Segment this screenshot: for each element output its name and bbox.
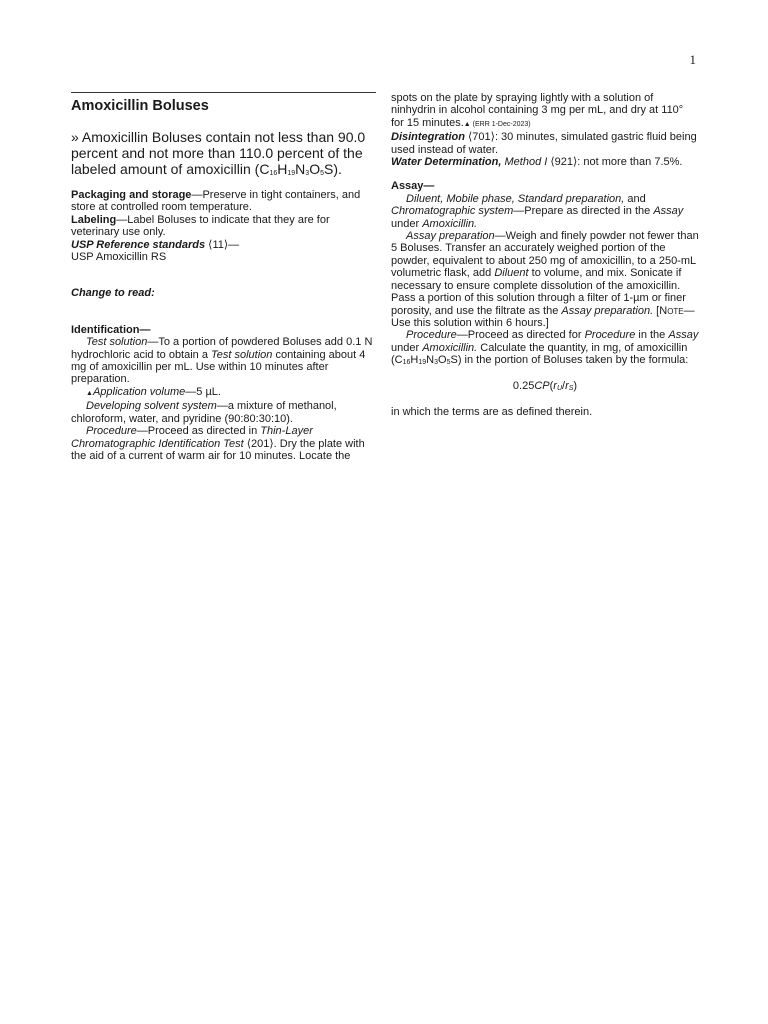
monograph-title: Amoxicillin Boluses: [71, 92, 376, 117]
labeling-paragraph: Labeling—Label Boluses to indicate that they are for veterinary use only.: [71, 213, 330, 239]
usp-ref-item: USP Amoxicillin RS: [71, 251, 167, 264]
intro-paragraph: » Amoxicillin Boluses contain not less than 90.0 percent and not more than 110.0 percent of the labeled amount of amoxicillin $(C_{16}H_{19}N_3O_5S)$.: [71, 129, 366, 177]
packaging-paragraph: Packaging and storage—Preserve in tight containers, and store at controlled room temperature.: [71, 189, 361, 214]
page-number: 1: [689, 52, 696, 67]
developing-solvent-paragraph: Developing solvent system—a mixture of methanol, chloroform, water, and pyridine (90:80:30:10).: [71, 400, 337, 425]
assay-diluent-paragraph: Diluent, Mobile phase, Standard preparation, and Chromatographic system—Prepare as directed in the Assay under Amoxicillin.: [391, 192, 684, 230]
assay-procedure-paragraph: Procedure—Proceed as directed for Procedure in the Assay under Amoxicillin. Calculate the quantity, in mg, of amoxicillin $(C_{16}H_{19}N_3O_5S)$ in the portion of Boluses taken by the formula:: [391, 329, 699, 367]
assay-formula: $0.25CP(r_U/r_S)$: [512, 379, 578, 392]
disintegration-paragraph: Disintegration ⟨701⟩: 30 minutes, simulated gastric fluid being used instead of water.: [391, 131, 697, 156]
water-paragraph: Water Determination, Method I ⟨921⟩: not more than 7.5%.: [391, 156, 683, 169]
identification-continuation: spots on the plate by spraying lightly with a solution of ninhydrin in alcohol containing 3 mg per mL, and dry at 110° for 15 minutes.▲ (ERR 1-Dec-2023): [391, 92, 684, 129]
identification-procedure-paragraph: Procedure—Proceed as directed in Thin-Layer Chromatographic Identification Test ⟨201⟩. Dry the plate with the aid of a current of warm air for 10 minutes. Locate the: [71, 425, 365, 462]
identification-heading: Identification—: [71, 323, 151, 336]
right-column: [391, 92, 699, 418]
change-notice: Change to read:: [71, 287, 155, 300]
test-solution-paragraph: Test solution—To a portion of powdered Boluses add 0.1 N hydrochloric acid to obtain a Test solution containing about 4 mg of amoxicillin per mL. Use within 10 minutes after preparation.: [71, 336, 373, 386]
left-column: [71, 92, 376, 462]
assay-heading: Assay—: [391, 180, 435, 193]
usp-ref-heading: USP Reference standards ⟨11⟩—: [71, 238, 240, 251]
assay-closing: in which the terms are as defined therein.: [391, 405, 593, 418]
application-volume-paragraph: ▲Application volume—5 µL.: [86, 385, 221, 398]
assay-preparation-paragraph: Assay preparation—Weigh and finely powder not fewer than 5 Boluses. Transfer an accurately weighed portion of the powder, equivalent to about 250 mg of amoxicillin, to a 250-mL volumetric flask, add Diluent to volume, and mix. Sonicate if necessary to ensure complete dissolution of the amoxicillin. Pass a portion of this solution through a filter of 1-µm or finer porosity, and use the filtrate as the Assay preparation. [Note—Use this solution within 6 hours.]: [391, 230, 699, 329]
